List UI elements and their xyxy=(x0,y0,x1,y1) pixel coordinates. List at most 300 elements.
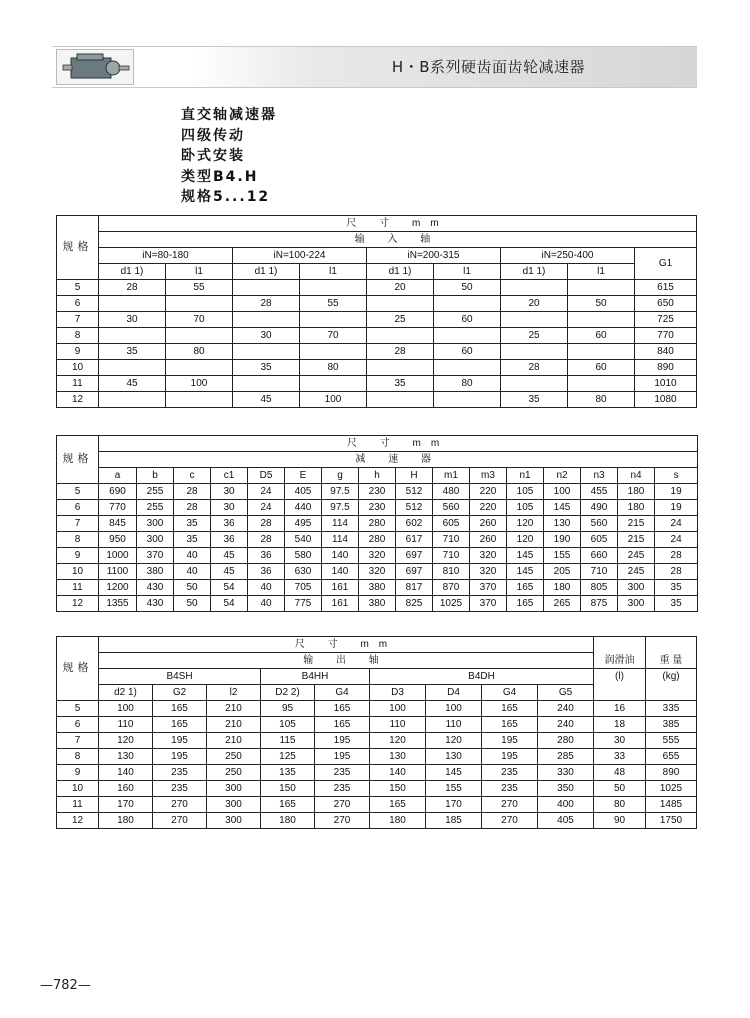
value-cell xyxy=(568,312,635,328)
column-header: G2 xyxy=(153,685,207,701)
column-header: d1 1) xyxy=(501,264,568,280)
value-cell: 35 xyxy=(174,532,211,548)
value-cell: 165 xyxy=(482,701,538,717)
value-cell: 580 xyxy=(285,548,322,564)
value-cell: 195 xyxy=(153,733,207,749)
value-cell: 817 xyxy=(396,580,433,596)
value-cell: 165 xyxy=(261,797,315,813)
spec-cell: 12 xyxy=(57,813,99,829)
value-cell: 697 xyxy=(396,548,433,564)
value-cell: 35 xyxy=(655,596,698,612)
value-cell xyxy=(300,312,367,328)
value-cell xyxy=(434,328,501,344)
value-cell: 145 xyxy=(426,765,482,781)
value-cell: 130 xyxy=(426,749,482,765)
spec-header: 规格 xyxy=(57,637,99,701)
column-header: D2 2) xyxy=(261,685,315,701)
column-header: n2 xyxy=(544,468,581,484)
value-cell: 480 xyxy=(433,484,470,500)
spec-cell: 6 xyxy=(57,296,99,312)
value-cell: 30 xyxy=(211,500,248,516)
value-cell: 110 xyxy=(99,717,153,733)
value-cell: 40 xyxy=(248,580,285,596)
value-cell xyxy=(233,376,300,392)
value-cell: 135 xyxy=(261,765,315,781)
section-header: 输 出 轴 xyxy=(99,653,594,669)
value-cell: 35 xyxy=(367,376,434,392)
column-header: H xyxy=(396,468,433,484)
table-row xyxy=(57,376,697,392)
value-cell: 235 xyxy=(482,765,538,781)
value-cell: 180 xyxy=(261,813,315,829)
value-cell: 320 xyxy=(359,564,396,580)
value-cell: 630 xyxy=(285,564,322,580)
dimension-header: 尺 寸 mm xyxy=(99,436,698,452)
value-cell: 300 xyxy=(618,580,655,596)
value-cell: 380 xyxy=(359,580,396,596)
value-cell: 560 xyxy=(581,516,618,532)
value-cell: 90 xyxy=(594,813,646,829)
value-cell: 280 xyxy=(359,532,396,548)
column-header: l1 xyxy=(166,264,233,280)
value-cell: 145 xyxy=(507,564,544,580)
value-cell: 45 xyxy=(233,392,300,408)
value-cell: 210 xyxy=(207,717,261,733)
value-cell: 165 xyxy=(370,797,426,813)
value-cell: 30 xyxy=(99,312,166,328)
value-cell: 185 xyxy=(426,813,482,829)
table-row xyxy=(57,765,697,781)
value-cell xyxy=(367,360,434,376)
table-row xyxy=(57,781,697,797)
value-cell: 25 xyxy=(501,328,568,344)
spec-cell: 11 xyxy=(57,376,99,392)
value-cell: 161 xyxy=(322,596,359,612)
value-cell: 19 xyxy=(655,500,698,516)
spec-cell: 12 xyxy=(57,596,99,612)
value-cell: 80 xyxy=(166,344,233,360)
value-cell: 50 xyxy=(568,296,635,312)
column-header: m3 xyxy=(470,468,507,484)
column-header: D4 xyxy=(426,685,482,701)
value-cell: 60 xyxy=(434,312,501,328)
value-cell: 105 xyxy=(507,484,544,500)
value-cell: 697 xyxy=(396,564,433,580)
spec-cell: 10 xyxy=(57,781,99,797)
value-cell: 155 xyxy=(426,781,482,797)
table-row xyxy=(57,797,697,813)
value-cell: 45 xyxy=(211,548,248,564)
value-cell: 455 xyxy=(581,484,618,500)
value-cell: 25 xyxy=(367,312,434,328)
value-cell: 155 xyxy=(544,548,581,564)
value-cell xyxy=(501,376,568,392)
g1-header: G1 xyxy=(635,248,697,280)
table-row xyxy=(57,564,698,580)
value-cell: 145 xyxy=(507,548,544,564)
value-cell: 170 xyxy=(426,797,482,813)
table-row xyxy=(57,580,698,596)
value-cell: 80 xyxy=(568,392,635,408)
spec-cell: 5 xyxy=(57,280,99,296)
value-cell: 540 xyxy=(285,532,322,548)
value-cell xyxy=(300,344,367,360)
value-cell: 130 xyxy=(544,516,581,532)
model-group-header: B4HH xyxy=(261,669,370,685)
value-cell: 114 xyxy=(322,532,359,548)
value-cell: 33 xyxy=(594,749,646,765)
value-cell: 19 xyxy=(655,484,698,500)
value-cell: 240 xyxy=(538,701,594,717)
value-cell: 210 xyxy=(207,733,261,749)
value-cell: 120 xyxy=(370,733,426,749)
value-cell: 270 xyxy=(482,813,538,829)
value-cell: 335 xyxy=(646,701,697,717)
value-cell: 24 xyxy=(655,532,698,548)
section-header: 输 入 轴 xyxy=(99,232,697,248)
value-cell: 660 xyxy=(581,548,618,564)
value-cell xyxy=(501,280,568,296)
ratio-group-header: iN=250-400 xyxy=(501,248,635,264)
value-cell: 30 xyxy=(211,484,248,500)
value-cell: 370 xyxy=(470,596,507,612)
spec-line: 类型B4.H xyxy=(181,168,259,185)
value-cell: 775 xyxy=(285,596,322,612)
column-header: c1 xyxy=(211,468,248,484)
column-header: G4 xyxy=(482,685,538,701)
value-cell: 1355 xyxy=(99,596,137,612)
value-cell: 250 xyxy=(207,765,261,781)
value-cell: 230 xyxy=(359,500,396,516)
value-cell: 40 xyxy=(174,564,211,580)
value-cell: 690 xyxy=(99,484,137,500)
value-cell: 130 xyxy=(99,749,153,765)
column-header: h xyxy=(359,468,396,484)
value-cell: 890 xyxy=(646,765,697,781)
column-header: D3 xyxy=(370,685,426,701)
value-cell: 370 xyxy=(470,580,507,596)
value-cell: 1025 xyxy=(646,781,697,797)
value-cell: 215 xyxy=(618,516,655,532)
value-cell: 710 xyxy=(433,548,470,564)
value-cell: 180 xyxy=(618,484,655,500)
value-cell: 165 xyxy=(482,717,538,733)
dimension-header: 尺 寸 mm xyxy=(99,637,594,653)
value-cell: 115 xyxy=(261,733,315,749)
column-header: d1 1) xyxy=(233,264,300,280)
value-cell: 555 xyxy=(646,733,697,749)
value-cell: 80 xyxy=(434,376,501,392)
value-cell xyxy=(99,328,166,344)
value-cell: 80 xyxy=(300,360,367,376)
value-cell: 54 xyxy=(211,596,248,612)
table-row xyxy=(57,484,698,500)
value-cell: 495 xyxy=(285,516,322,532)
value-cell: 50 xyxy=(174,580,211,596)
ratio-group-header: iN=100-224 xyxy=(233,248,367,264)
value-cell: 385 xyxy=(646,717,697,733)
value-cell: 605 xyxy=(433,516,470,532)
table-row xyxy=(57,532,698,548)
value-cell: 20 xyxy=(501,296,568,312)
value-cell: 950 xyxy=(99,532,137,548)
value-cell: 28 xyxy=(655,564,698,580)
column-header: l1 xyxy=(434,264,501,280)
page-number: — 782 — xyxy=(40,978,91,993)
value-cell: 602 xyxy=(396,516,433,532)
value-cell: 205 xyxy=(544,564,581,580)
column-header: l1 xyxy=(300,264,367,280)
value-cell: 60 xyxy=(568,328,635,344)
value-cell: 60 xyxy=(568,360,635,376)
value-cell: 130 xyxy=(370,749,426,765)
value-cell: 710 xyxy=(581,564,618,580)
spec-header: 规格 xyxy=(57,216,99,280)
table-row xyxy=(57,733,697,749)
spec-cell: 7 xyxy=(57,733,99,749)
value-cell: 300 xyxy=(207,781,261,797)
value-cell xyxy=(99,392,166,408)
value-cell: 28 xyxy=(174,484,211,500)
spec-line: 四级传动 xyxy=(181,127,245,144)
spec-line: 直交轴减速器 xyxy=(181,107,277,123)
value-cell: 617 xyxy=(396,532,433,548)
value-cell xyxy=(367,296,434,312)
value-cell: 70 xyxy=(300,328,367,344)
table-row xyxy=(57,749,697,765)
value-cell: 300 xyxy=(207,813,261,829)
value-cell: 120 xyxy=(426,733,482,749)
value-cell: 18 xyxy=(594,717,646,733)
value-cell: 16 xyxy=(594,701,646,717)
value-cell xyxy=(300,376,367,392)
spec-cell: 12 xyxy=(57,392,99,408)
value-cell: 270 xyxy=(315,797,370,813)
column-header: m1 xyxy=(433,468,470,484)
value-cell: 490 xyxy=(581,500,618,516)
value-cell: 270 xyxy=(153,797,207,813)
value-cell: 165 xyxy=(315,717,370,733)
reducer-dimension-table xyxy=(56,435,698,612)
table-row xyxy=(57,280,697,296)
value-cell: 260 xyxy=(470,532,507,548)
value-cell: 100 xyxy=(426,701,482,717)
value-cell: 50 xyxy=(174,596,211,612)
value-cell: 145 xyxy=(544,500,581,516)
value-cell: 430 xyxy=(137,580,174,596)
value-cell: 30 xyxy=(233,328,300,344)
column-header: c xyxy=(174,468,211,484)
value-cell: 140 xyxy=(322,548,359,564)
column-header: s xyxy=(655,468,698,484)
value-cell: 330 xyxy=(538,765,594,781)
value-cell: 890 xyxy=(635,360,697,376)
value-cell: 100 xyxy=(300,392,367,408)
value-cell: 28 xyxy=(501,360,568,376)
value-cell xyxy=(233,280,300,296)
value-cell xyxy=(166,360,233,376)
ratio-group-header: iN=80-180 xyxy=(99,248,233,264)
value-cell: 45 xyxy=(99,376,166,392)
spec-cell: 9 xyxy=(57,548,99,564)
value-cell xyxy=(166,392,233,408)
table-row xyxy=(57,813,697,829)
spec-cell: 9 xyxy=(57,344,99,360)
value-cell: 250 xyxy=(207,749,261,765)
value-cell: 120 xyxy=(507,516,544,532)
value-cell: 285 xyxy=(538,749,594,765)
value-cell: 300 xyxy=(137,516,174,532)
value-cell: 1100 xyxy=(99,564,137,580)
table-row xyxy=(57,717,697,733)
value-cell: 770 xyxy=(99,500,137,516)
value-cell: 50 xyxy=(594,781,646,797)
value-cell: 140 xyxy=(99,765,153,781)
value-cell: 370 xyxy=(137,548,174,564)
value-cell xyxy=(166,296,233,312)
value-cell: 210 xyxy=(207,701,261,717)
spec-cell: 5 xyxy=(57,701,99,717)
value-cell: 190 xyxy=(544,532,581,548)
value-cell: 195 xyxy=(153,749,207,765)
value-cell: 770 xyxy=(635,328,697,344)
table-row xyxy=(57,500,698,516)
spec-cell: 5 xyxy=(57,484,99,500)
column-header: d2 1) xyxy=(99,685,153,701)
value-cell: 40 xyxy=(248,596,285,612)
value-cell: 650 xyxy=(635,296,697,312)
value-cell: 870 xyxy=(433,580,470,596)
value-cell: 1200 xyxy=(99,580,137,596)
value-cell: 40 xyxy=(174,548,211,564)
value-cell: 35 xyxy=(99,344,166,360)
value-cell: 300 xyxy=(207,797,261,813)
value-cell: 60 xyxy=(434,344,501,360)
spec-cell: 6 xyxy=(57,717,99,733)
value-cell: 180 xyxy=(99,813,153,829)
value-cell: 512 xyxy=(396,500,433,516)
value-cell: 24 xyxy=(655,516,698,532)
value-cell: 350 xyxy=(538,781,594,797)
value-cell: 140 xyxy=(370,765,426,781)
value-cell: 215 xyxy=(618,532,655,548)
column-header: b xyxy=(137,468,174,484)
column-header: G4 xyxy=(315,685,370,701)
column-header: d1 1) xyxy=(99,264,166,280)
value-cell xyxy=(300,280,367,296)
value-cell xyxy=(233,312,300,328)
value-cell xyxy=(568,280,635,296)
model-group-header: B4SH xyxy=(99,669,261,685)
value-cell: 195 xyxy=(482,749,538,765)
value-cell: 512 xyxy=(396,484,433,500)
value-cell: 36 xyxy=(211,516,248,532)
value-cell: 105 xyxy=(261,717,315,733)
table-row xyxy=(57,596,698,612)
table-row xyxy=(57,548,698,564)
value-cell: 195 xyxy=(315,749,370,765)
value-cell: 165 xyxy=(507,580,544,596)
value-cell: 180 xyxy=(370,813,426,829)
value-cell: 165 xyxy=(153,701,207,717)
value-cell: 80 xyxy=(594,797,646,813)
spec-cell: 10 xyxy=(57,564,99,580)
value-cell: 220 xyxy=(470,500,507,516)
value-cell xyxy=(568,376,635,392)
value-cell: 270 xyxy=(315,813,370,829)
column-header: E xyxy=(285,468,322,484)
spec-cell: 7 xyxy=(57,516,99,532)
value-cell: 840 xyxy=(635,344,697,360)
value-cell: 875 xyxy=(581,596,618,612)
value-cell: 125 xyxy=(261,749,315,765)
value-cell: 1750 xyxy=(646,813,697,829)
value-cell: 255 xyxy=(137,484,174,500)
value-cell: 105 xyxy=(507,500,544,516)
value-cell: 35 xyxy=(501,392,568,408)
table-row xyxy=(57,516,698,532)
column-header: a xyxy=(99,468,137,484)
table-row xyxy=(57,392,697,408)
value-cell: 54 xyxy=(211,580,248,596)
table-row xyxy=(57,312,697,328)
value-cell: 100 xyxy=(166,376,233,392)
value-cell: 320 xyxy=(470,548,507,564)
spec-cell: 10 xyxy=(57,360,99,376)
value-cell: 165 xyxy=(507,596,544,612)
value-cell: 245 xyxy=(618,564,655,580)
value-cell: 36 xyxy=(211,532,248,548)
value-cell: 35 xyxy=(174,516,211,532)
value-cell: 270 xyxy=(153,813,207,829)
value-cell: 1080 xyxy=(635,392,697,408)
value-cell: 45 xyxy=(211,564,248,580)
oil-header: 润滑油 xyxy=(594,637,646,669)
table-row xyxy=(57,360,697,376)
value-cell: 180 xyxy=(544,580,581,596)
value-cell: 220 xyxy=(470,484,507,500)
value-cell: 405 xyxy=(285,484,322,500)
value-cell: 560 xyxy=(433,500,470,516)
input-shaft-table xyxy=(56,215,697,408)
value-cell: 95 xyxy=(261,701,315,717)
value-cell: 430 xyxy=(137,596,174,612)
output-shaft-table xyxy=(56,636,697,829)
value-cell: 55 xyxy=(166,280,233,296)
spec-cell: 8 xyxy=(57,328,99,344)
value-cell xyxy=(367,392,434,408)
value-cell: 805 xyxy=(581,580,618,596)
page-title: H・B系列硬齿面齿轮减速器 xyxy=(391,58,585,76)
table-row xyxy=(57,328,697,344)
value-cell: 320 xyxy=(470,564,507,580)
value-cell: 35 xyxy=(655,580,698,596)
value-cell: 235 xyxy=(315,781,370,797)
value-cell xyxy=(501,312,568,328)
weight-unit: (kg) xyxy=(646,669,697,701)
value-cell xyxy=(367,328,434,344)
value-cell: 97.5 xyxy=(322,484,359,500)
column-header: l2 xyxy=(207,685,261,701)
value-cell: 35 xyxy=(233,360,300,376)
value-cell: 255 xyxy=(137,500,174,516)
value-cell: 380 xyxy=(359,596,396,612)
oil-unit: (l) xyxy=(594,669,646,701)
value-cell: 28 xyxy=(367,344,434,360)
value-cell: 280 xyxy=(538,733,594,749)
value-cell: 50 xyxy=(434,280,501,296)
value-cell: 110 xyxy=(426,717,482,733)
